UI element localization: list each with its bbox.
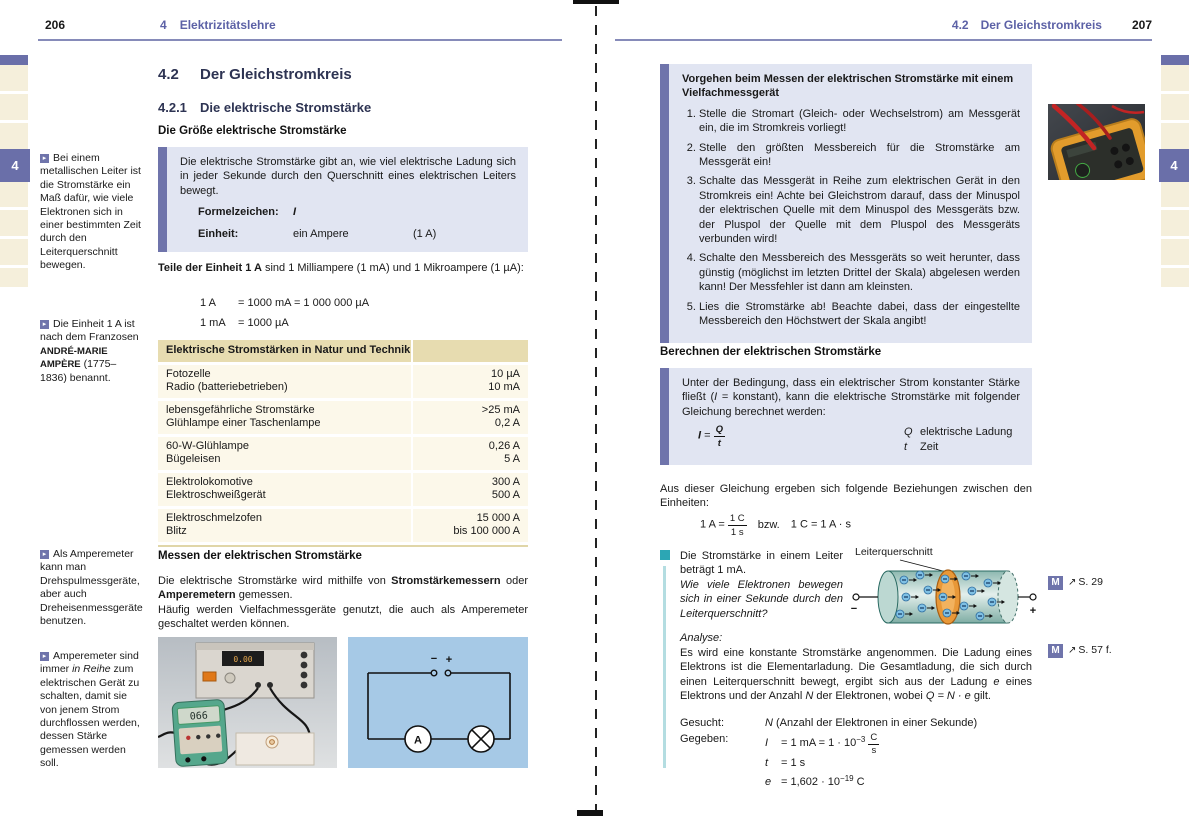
- note-text: Amperemeter sind immer: [40, 650, 139, 676]
- margin-note-series: [40, 650, 142, 771]
- analyse-var: e: [993, 675, 1000, 688]
- unit-parts-rest: sind 1 Milliampere (1 mA) und 1 Mikroampere (1 µA):: [261, 262, 524, 274]
- example-problem: [680, 549, 843, 621]
- page-divider-dashed-line: [595, 6, 597, 810]
- table-title: Elektrische Stromstärken in Natur und Technik: [166, 344, 411, 356]
- unit-parts-bold: Teile der Einheit 1 A: [158, 262, 262, 274]
- paragraph-heading-calc: Berechnen der elektrischen Stromstärke: [660, 346, 882, 358]
- gesucht-symbol: N: [765, 717, 773, 729]
- conductor-plus-label: +: [1029, 605, 1037, 617]
- conductor-figure-svg: [848, 558, 1040, 632]
- chapter-title: Elektrizitätslehre: [179, 18, 276, 32]
- stripe-cap: [0, 55, 28, 65]
- multimeter-photo: [1048, 104, 1145, 180]
- subsection-title: Die elektrische Stromstärke: [200, 100, 372, 115]
- note-arrow-icon: ▸: [40, 652, 49, 661]
- example-statement: Die Stromstärke in einem Leiter beträgt 1 mA.: [680, 550, 843, 577]
- conductor-minus-label: −: [850, 603, 858, 615]
- cell-name: Radio (batteriebetrieben): [166, 381, 288, 393]
- units-paragraph: Aus dieser Gleichung ergeben sich folgende Beziehungen zwischen den Einheiten:: [660, 483, 1032, 510]
- equals-sign: =: [704, 429, 711, 442]
- circuit-diagram-svg: [348, 637, 528, 768]
- given-symbol: I: [765, 737, 769, 749]
- formula-text: = konstant), kann die elektrische Stromstärke mit folgender Gleichung berechnet werden:: [682, 391, 1021, 418]
- fraction-denominator: s: [871, 745, 877, 756]
- gegeben-block: [680, 732, 1032, 790]
- fraction-numerator: 1 C: [729, 513, 745, 524]
- section-number: 4.2: [158, 66, 179, 83]
- given-value: = 1 mA = 1 · 10: [781, 737, 857, 749]
- person-name: ANDRÉ-MARIE AMPÈRE: [40, 345, 108, 371]
- eq-rhs: = 1000 µA: [238, 317, 289, 329]
- cell-name: Elektrolokomotive: [166, 475, 253, 488]
- unit-name: ein Ampere: [293, 227, 349, 240]
- chapter-number: 4.2: [951, 18, 969, 32]
- note-text: zum elektrischen Gerät zu schalten, damit sie von jenem Strom durchflossen werden, dessen Stärke gemessen werden soll.: [40, 663, 140, 770]
- legend-symbol: Q: [904, 426, 913, 439]
- note-text: Als Amperemeter kann man Drehspulmessgeräte, aber auch Dreheisenmessgeräte benutzen.: [40, 548, 143, 628]
- analyse-label: Analyse:: [680, 632, 723, 644]
- cell-name: 60-W-Glühlampe: [166, 439, 249, 452]
- method-step: 5. Lies die Stromstärke ab! Beachte dabei, dass der eingestellte Messbereich den Höchstwert der Skala angibt!: [699, 300, 1020, 329]
- eq-rhs: = 1000 mA = 1 000 000 µA: [238, 297, 370, 309]
- chapter-number: 4: [160, 18, 167, 32]
- method-reference-2: [1048, 644, 1112, 658]
- fraction-numerator: C: [870, 731, 878, 743]
- experiment-photo-svg: [158, 637, 337, 768]
- analyse-text: [680, 646, 1032, 704]
- reference-page: S. 29: [1078, 576, 1103, 588]
- registration-mark-bottom: [577, 810, 603, 816]
- method-step: 2. Stelle den größten Messbereich für die Stromstärke am Messgerät ein!: [699, 141, 1020, 170]
- cell-name: Bügeleisen: [166, 453, 221, 465]
- method-badge: M: [1048, 576, 1063, 590]
- method-steps-list: [682, 107, 1020, 329]
- cell-name: Fotozelle: [166, 367, 211, 380]
- analyse-seg: gilt.: [970, 690, 991, 703]
- legend-text: elektrische Ladung: [920, 426, 1013, 439]
- definition-box-bar: [158, 147, 167, 252]
- relation-lhs: 1 A =: [700, 518, 725, 531]
- left-header-rule: [38, 39, 562, 41]
- measure-seg: oder: [500, 575, 528, 587]
- right-edge-stripe-column: [1161, 55, 1189, 287]
- fraction-denominator: t: [717, 437, 721, 449]
- relation-rhs: 1 C = 1 A · s: [790, 518, 852, 531]
- cell-name: Glühlampe einer Taschenlampe: [166, 417, 321, 429]
- note-text: Die Einheit 1 A ist nach dem Franzosen: [40, 318, 139, 344]
- formula-fraction: [714, 425, 725, 448]
- unit-equation-1: [200, 296, 369, 311]
- given-value: = 1,602 · 10: [781, 775, 841, 788]
- table-row: [158, 437, 528, 470]
- definition-box: [158, 147, 528, 252]
- margin-note-ampere: [40, 318, 142, 385]
- conductor-figure: [848, 546, 1040, 637]
- gegeben-label: Gegeben:: [680, 733, 729, 745]
- gesucht-row: [680, 716, 1032, 731]
- note-arrow-icon: ▸: [40, 154, 49, 163]
- formula-symbol-inline: I: [714, 391, 718, 404]
- method-box-title: Vorgehen beim Messen der elektrischen Stromstärke mit einem Vielfachmessgerät: [682, 73, 1014, 100]
- analyse-formula: Q = N · e: [925, 690, 971, 703]
- note-text: (1775–1836) benannt.: [40, 358, 117, 384]
- given-exponent: −3: [856, 735, 866, 744]
- measure-seg: gemessen.: [235, 589, 293, 602]
- given-symbol: t: [765, 756, 769, 769]
- given-current: [765, 732, 879, 756]
- table-row: [158, 509, 528, 542]
- cell-name: lebensgefährliche Stromstärke: [166, 403, 315, 416]
- section-heading: [158, 66, 528, 83]
- note-arrow-icon: ▸: [40, 550, 49, 559]
- given-time: [765, 756, 879, 771]
- chapter-tab-left: 4: [0, 149, 30, 182]
- given-exponent: −19: [840, 773, 854, 783]
- left-running-chapter: [160, 18, 276, 32]
- given-fraction: [868, 733, 879, 756]
- chapter-tab-right: 4: [1159, 149, 1189, 182]
- given-symbol: e: [765, 775, 772, 788]
- given-unit: C: [856, 775, 865, 788]
- measure-seg: Die elektrische Stromstärke wird mithilfe von: [158, 575, 392, 587]
- battery-minus-label: −: [430, 653, 438, 665]
- right-running-chapter: [952, 18, 1102, 32]
- right-header-rule: [615, 39, 1152, 41]
- cell-value: 300 A: [491, 475, 520, 488]
- fraction-denominator: 1 s: [730, 526, 744, 538]
- unit-abbr: (1 A): [413, 227, 437, 240]
- gesucht-label: Gesucht:: [680, 717, 725, 729]
- table-row: [158, 473, 528, 506]
- formula-box: [660, 368, 1032, 465]
- ammeter-label: A: [414, 734, 422, 747]
- method-badge: M: [1048, 644, 1063, 658]
- right-page-number: 207: [1131, 18, 1152, 32]
- stripe-cap: [1161, 55, 1189, 65]
- margin-note-meter-types: [40, 548, 142, 628]
- formula-legend: [904, 425, 1012, 454]
- cell-name: Elektroschweißgerät: [166, 489, 266, 501]
- circuit-diagram: [348, 637, 528, 768]
- relation-fraction: [728, 514, 747, 537]
- legend-symbol: t: [904, 440, 908, 453]
- unit-equation-2: [200, 316, 289, 331]
- cell-name: Elektroschmelzofen: [166, 511, 262, 524]
- subsection-heading: [158, 100, 528, 115]
- note-arrow-icon: ▸: [40, 320, 49, 329]
- cell-value: 0,26 A: [488, 439, 520, 452]
- example-marker: [660, 550, 670, 560]
- units-relation: [700, 514, 851, 537]
- example-question: Wie viele Elektronen bewegen sich in einer Sekunde durch den Leiterquerschnitt?: [680, 578, 843, 620]
- left-page-number: 206: [45, 18, 66, 32]
- cell-value: 10 µA: [491, 367, 520, 380]
- legend-text: Zeit: [920, 440, 939, 453]
- margin-note-conductor: [40, 152, 142, 273]
- reference-page: S. 57 f.: [1078, 644, 1112, 656]
- multimeter-photo-svg: [1048, 104, 1145, 180]
- current-strength-table: [158, 340, 528, 547]
- cell-value: 5 A: [504, 453, 520, 465]
- cell-name: Blitz: [166, 525, 187, 537]
- method-step: 1. Stelle die Stromart (Gleich- oder Wechselstrom) am Messgerät ein, die im Stromkreis vorliegt!: [699, 107, 1020, 136]
- table-row: [158, 401, 528, 434]
- measure-bold: Stromstärkemessern: [391, 575, 501, 587]
- analyse-seg: Es wird eine konstante Stromstärke angenommen. Die Ladung eines Elektrons ist die Elementarladung. Die Gesamtladung, die sich durch einen Leiterquerschnitt bewegt, ergibt sich aus der Ladung: [680, 647, 1032, 688]
- given-charge: [765, 771, 879, 790]
- svg-text:0.00: 0.00: [233, 655, 253, 664]
- analyse-var: N: [805, 690, 814, 703]
- chapter-title: Der Gleichstromkreis: [980, 18, 1102, 32]
- gesucht-text: (Anzahl der Elektronen in einer Sekunde): [772, 717, 978, 729]
- measuring-paragraph: [158, 574, 528, 632]
- formula-I: I: [698, 429, 702, 442]
- registration-mark-top: [573, 0, 619, 4]
- symbol-value: I: [293, 206, 297, 219]
- paragraph-heading-size: Die Größe elektrische Stromstärke: [158, 125, 347, 137]
- cell-value: 500 A: [491, 489, 520, 501]
- left-edge-stripe-column: [0, 55, 28, 287]
- symbol-label: Formelzeichen:: [198, 206, 279, 219]
- eq-lhs: 1 A: [200, 297, 216, 309]
- section-title: Der Gleichstromkreis: [200, 66, 352, 83]
- reference-arrow-icon: ↗: [1068, 577, 1077, 588]
- cell-value: 15 000 A: [476, 511, 520, 524]
- conductor-figure-label: Leiterquerschnitt: [855, 546, 933, 558]
- fraction-numerator: Q: [715, 424, 724, 436]
- unit-parts-paragraph: [158, 261, 528, 275]
- analyse-seg: eines Elektrons und der Anzahl: [680, 675, 1032, 703]
- paragraph-heading-measure: Messen der elektrischen Stromstärke: [158, 550, 362, 562]
- note-italic: in Reihe: [72, 663, 111, 676]
- given-value: = 1 s: [781, 756, 806, 769]
- analyse-seg: der Elektronen, wobei: [813, 690, 926, 703]
- cell-value: 10 mA: [488, 381, 520, 393]
- table-bottom-rule: [158, 545, 528, 547]
- definition-text: Die elektrische Stromstärke gibt an, wie viel elektrische Ladung sich in jeder Sekunde durch den Querschnitt eines elektrischen Leiters bewegt.: [180, 156, 516, 197]
- experiment-photo: [158, 637, 337, 768]
- multimeter-reading: 066: [189, 710, 209, 723]
- gegeben-values: [765, 732, 879, 790]
- right-page-header: [615, 18, 1152, 32]
- method-step: 4. Schalte den Messbereich des Messgeräts so weit herunter, dass günstig (möglichst im letzten Drittel der Skala) abgelesen werden kann! Der Messfehler ist dann am kleinsten.: [699, 251, 1020, 294]
- cell-value: >25 mA: [481, 403, 520, 416]
- measure-paragraph-2: Häufig werden Vielfachmessgeräte genutzt, die auch als Amperemeter geschaltet werden können.: [158, 603, 528, 631]
- method-box: [660, 64, 1032, 343]
- battery-plus-label: +: [445, 654, 453, 666]
- formula-box-bar: [660, 368, 669, 465]
- method-box-bar: [660, 64, 669, 343]
- relation-mid: bzw.: [757, 518, 780, 531]
- reference-arrow-icon: ↗: [1068, 645, 1077, 656]
- table-row: [158, 365, 528, 398]
- note-text: Bei einem metallischen Leiter ist die Stromstärke ein Maß dafür, wie viele Elektronen sich in einer bestimmten Zeit durch den Leiterquerschnitt bewegen.: [40, 152, 141, 272]
- eq-lhs: 1 mA: [200, 317, 226, 329]
- table-header-spacer: [411, 340, 528, 362]
- method-step: 3. Schalte das Messgerät in Reihe zum elektrischen Gerät in den Stromkreis ein! Achte bei Gleichstrom darauf, dass der Minuspol der elektrischen Quelle mit dem Minuspol des Messgeräts bzw. der Pluspol der Quelle mit dem Pluspol des Messgeräts verbunden wird!: [699, 174, 1020, 246]
- formula-text: Unter der Bedingung, dass ein elektrischer Strom konstanter Stärke fließt (: [682, 377, 1020, 404]
- measure-bold: Amperemetern: [158, 589, 236, 602]
- unit-label: Einheit:: [198, 227, 239, 240]
- formula-expression: [682, 425, 904, 454]
- cell-value: bis 100 000 A: [453, 525, 520, 537]
- cell-value: 0,2 A: [494, 417, 520, 429]
- subsection-number: 4.2.1: [158, 100, 187, 115]
- table-header: [158, 340, 528, 362]
- example-rule-line: [663, 566, 666, 768]
- method-reference-1: [1048, 576, 1103, 590]
